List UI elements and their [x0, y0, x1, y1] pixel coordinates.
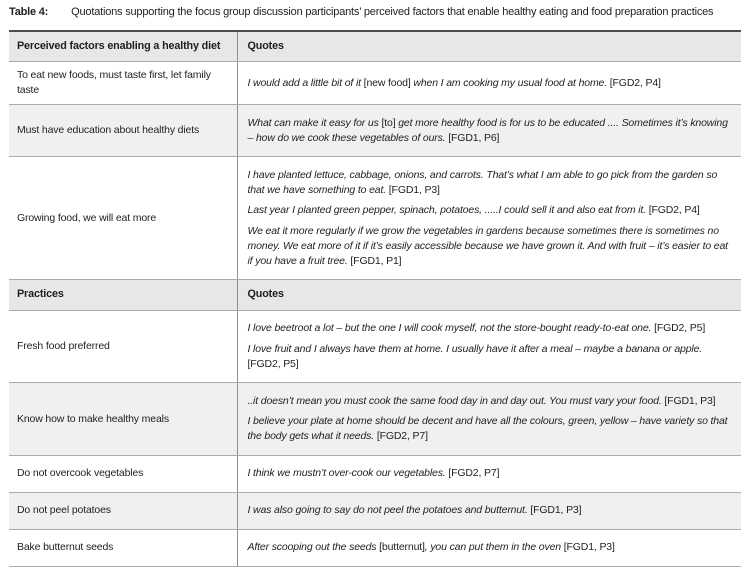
table-caption: Quotations supporting the focus group discussion participants’ perceived factors that enable healthy eating and food preparation practices	[71, 6, 714, 18]
factor-cell: Do not peel potatoes	[9, 492, 237, 529]
quote-text: We eat it more regularly if we grow the vegetables in gardens because sometimes there is sometimes no money. We eat more of it if it’s easily accessible because we have grown it. And with fruit – it’s easier to eat if you have a fruit tree.	[247, 224, 728, 267]
quote-reference: [FGD2, P7]	[374, 430, 428, 443]
quote-text: I have planted lettuce, cabbage, onions, and carrots. That’s what I am able to go pick from the garden so that we have something to eat.	[247, 168, 718, 196]
table-number-label: Table 4:	[9, 6, 49, 18]
section-header-row	[9, 31, 741, 62]
quotes-table	[9, 30, 741, 567]
quote-reference: [new food]	[360, 76, 414, 89]
quote-cell	[237, 529, 741, 566]
table-row	[9, 105, 741, 157]
quote-paragraph	[248, 224, 732, 269]
quote-text: I love beetroot a lot – but the one I will cook myself, not the store-bought ready-to-eat one.	[247, 322, 652, 335]
table-row	[9, 529, 741, 566]
quote-reference: [FGD1, P3]	[661, 394, 716, 407]
factor-cell: Must have education about healthy diets	[9, 105, 237, 157]
quote-reference: [FGD2, P5]	[651, 322, 706, 335]
factor-cell: Do not overcook vegetables	[9, 455, 237, 492]
factor-cell: Bake butternut seeds	[9, 529, 237, 566]
table-title	[9, 6, 741, 18]
table-row	[9, 492, 741, 529]
section-header-quotes-label: Quotes	[237, 280, 741, 310]
table-row	[9, 455, 741, 492]
quote-text: I would add a little bit of it	[247, 76, 361, 89]
quote-reference: [FGD1, P6]	[445, 131, 500, 144]
section-header-row	[9, 280, 741, 310]
quote-cell	[237, 310, 741, 383]
quote-reference: [FGD1, P3]	[560, 541, 615, 554]
quote-cell	[237, 62, 741, 105]
quote-text: What can make it easy for us	[247, 116, 379, 129]
quote-reference: [FGD2, P4]	[645, 204, 700, 217]
quote-reference: [FGD1, P3]	[527, 504, 582, 517]
section-header-factor-label: Perceived factors enabling a healthy diet	[9, 31, 237, 62]
quote-text: ..it doesn’t mean you must cook the same food day in and day out. You must vary your food.	[247, 394, 662, 407]
quote-cell	[237, 105, 741, 157]
factor-cell: Fresh food preferred	[9, 310, 237, 383]
quote-text: , you can put them in the oven	[424, 541, 561, 554]
quote-text: I think we mustn’t over-cook our vegetables.	[247, 467, 446, 480]
quote-reference: [FGD2, P4]	[607, 76, 661, 89]
quote-cell	[237, 492, 741, 529]
quote-cell	[237, 383, 741, 456]
quote-paragraph	[248, 342, 732, 372]
quote-cell	[237, 157, 741, 280]
quote-cell	[237, 455, 741, 492]
quote-reference: [FGD1, P1]	[347, 254, 402, 267]
quote-paragraph	[248, 116, 732, 146]
quote-paragraph	[248, 321, 732, 336]
quote-text: I was also going to say do not peel the potatoes and butternut.	[247, 504, 528, 517]
quote-text: I love fruit and I always have them at home. I usually have it after a meal – maybe a banana or apple.	[247, 342, 703, 355]
table-row	[9, 157, 741, 280]
quote-text: when I am cooking my usual food at home.	[413, 76, 607, 89]
quote-reference: [to]	[378, 116, 399, 129]
table-body	[9, 31, 741, 566]
section-header-quotes-label: Quotes	[237, 31, 741, 62]
factor-cell: To eat new foods, must taste first, let family taste	[9, 62, 237, 105]
section-header-factor-label: Practices	[9, 280, 237, 310]
quote-reference: [butternut]	[376, 541, 425, 554]
quote-paragraph	[248, 540, 732, 555]
quote-text: I believe your plate at home should be decent and have all the colours, green, yellow – have variety so that the body gets what it needs.	[247, 415, 728, 443]
quote-reference: [FGD2, P7]	[445, 467, 500, 480]
quote-text: After scooping out the seeds	[247, 541, 377, 554]
quote-paragraph	[248, 394, 732, 409]
table-row	[9, 310, 741, 383]
quote-paragraph	[248, 503, 732, 518]
quote-paragraph	[248, 76, 732, 91]
factor-cell: Growing food, we will eat more	[9, 157, 237, 280]
quote-paragraph	[248, 414, 732, 444]
quote-paragraph	[248, 168, 732, 198]
table-row	[9, 62, 741, 105]
quote-reference: [FGD1, P3]	[386, 183, 440, 196]
table-row	[9, 383, 741, 456]
factor-cell: Know how to make healthy meals	[9, 383, 237, 456]
quote-text: Last year I planted green pepper, spinach, potatoes, .....I could sell it and also eat from it.	[247, 204, 646, 217]
quote-reference: [FGD2, P5]	[247, 357, 299, 370]
quote-paragraph	[248, 203, 732, 218]
quote-text: get more healthy food is for us to be educated .... Sometimes it’s knowing – how do we cook these vegetables of ours.	[247, 116, 728, 144]
quote-paragraph	[248, 466, 732, 481]
